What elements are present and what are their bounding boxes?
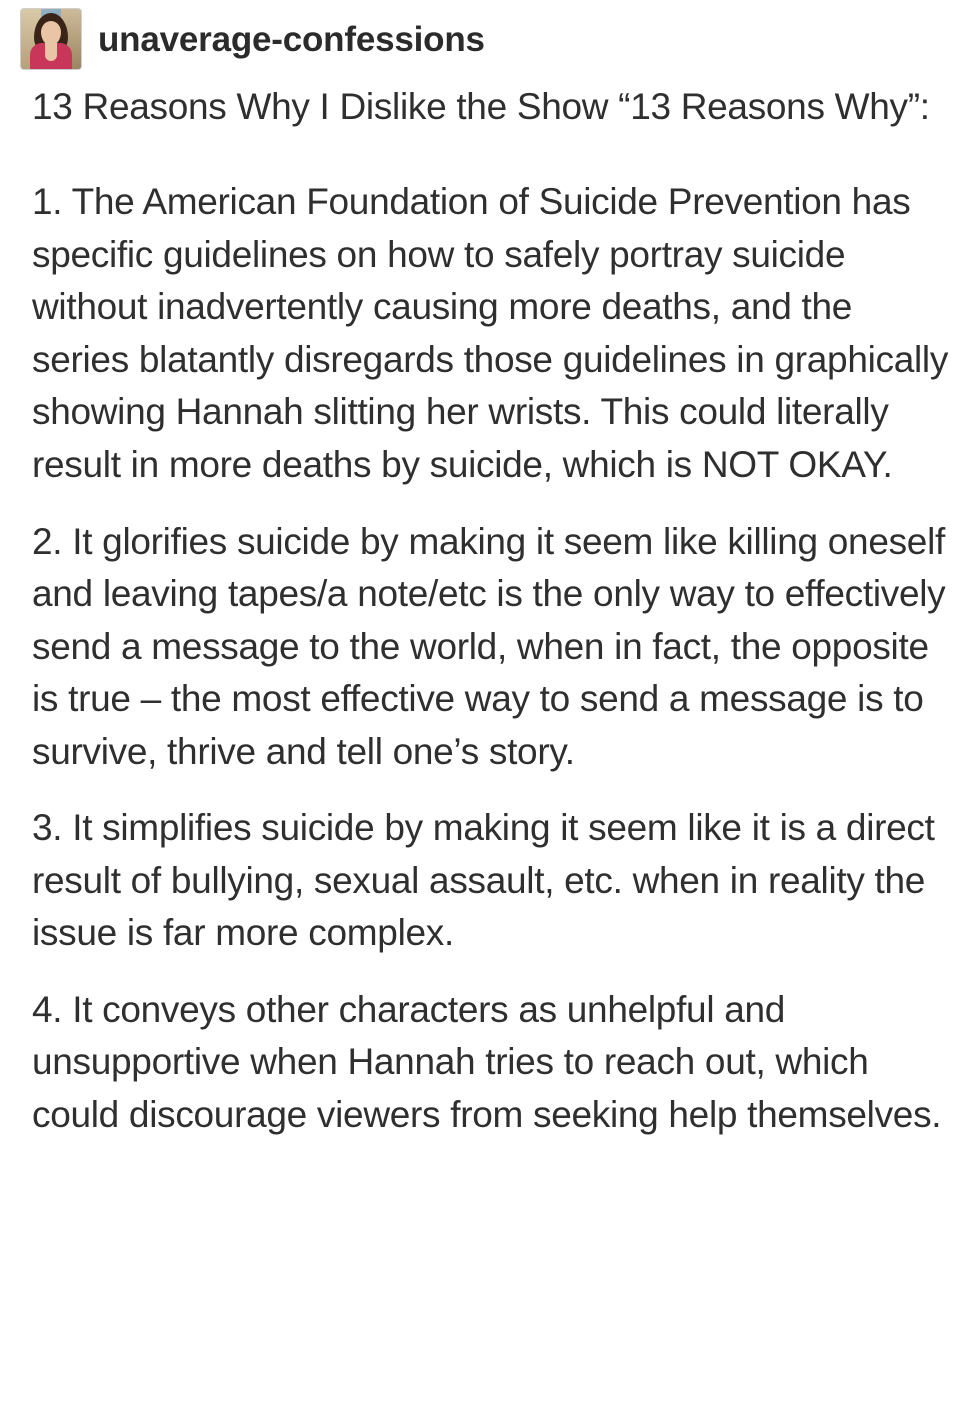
post-paragraph-3: 3. It simplifies suicide by making it seem like it is a direct result of bullying, sexual assault, etc. when in reality the issue is far more complex.	[32, 807, 935, 954]
post-body	[0, 80, 980, 1141]
post-paragraph-1: 1. The American Foundation of Suicide Prevention has specific guidelines on how to safely portray suicide without inadvertently causing more deaths, and the series blatantly disregards those guidelines in graphically showing Hannah slitting her wrists. This could literally result in more deaths by suicide, which is NOT OKAY.	[32, 181, 949, 485]
post-header	[0, 0, 980, 80]
avatar[interactable]	[20, 8, 82, 70]
avatar-face	[41, 21, 61, 45]
post-paragraph-2: 2. It glorifies suicide by making it seem like killing oneself and leaving tapes/a note/etc is the only way to effectively send a message to the world, when in fact, the opposite is true – the most effective way to send a message is to survive, thrive and tell one’s story.	[32, 520, 946, 772]
avatar-body	[30, 43, 72, 69]
post-paragraph-4: 4. It conveys other characters as unhelpful and unsupportive when Hannah tries to reach out, which could discourage viewers from seeking help themselves.	[32, 988, 942, 1135]
account-username[interactable]: unaverage-confessions	[98, 19, 485, 59]
post-title: 13 Reasons Why I Dislike the Show “13 Reasons Why”:	[32, 86, 930, 127]
